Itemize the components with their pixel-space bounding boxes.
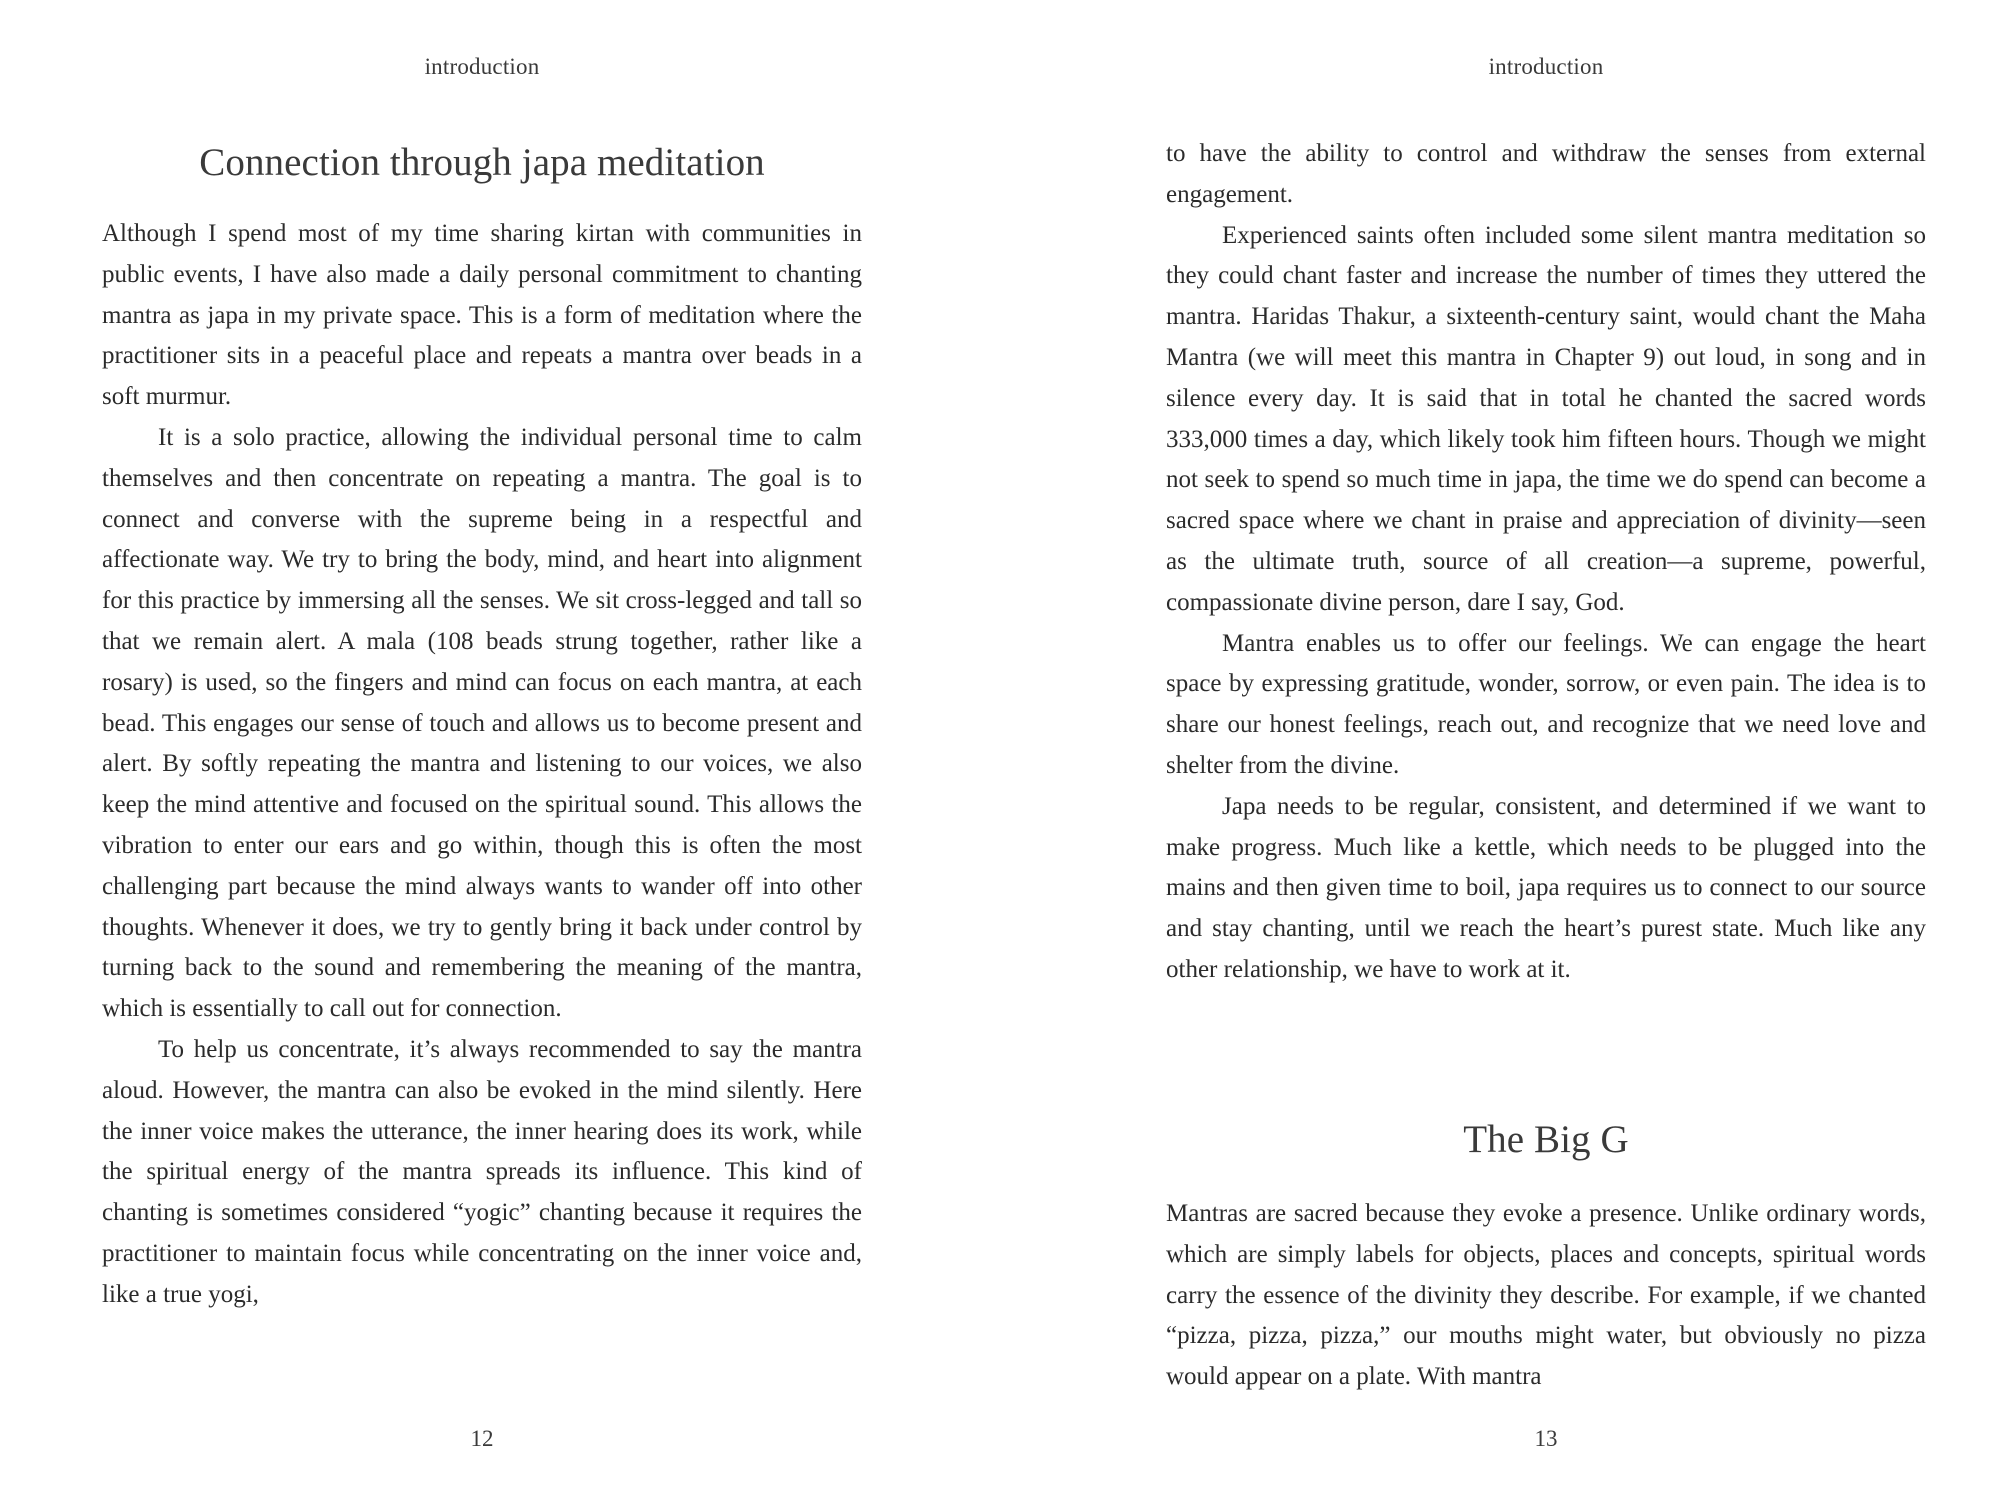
right-page [1166, 0, 1926, 1500]
page-number: 13 [1534, 1426, 1558, 1451]
section-heading: Connection through japa meditation [199, 141, 765, 184]
running-head: introduction [1488, 54, 1604, 79]
body-text [1166, 134, 1926, 991]
body-text [102, 214, 862, 1316]
running-head: introduction [424, 54, 540, 79]
paragraph: to have the ability to control and withdraw the senses from external engagement. [1166, 140, 1926, 208]
paragraph: Mantra enables us to offer our feelings. We can engage the heart space by expressing gratitude, wonder, sorrow, or even pain. The idea is to share our honest feelings, reach out, and recognize that we need love and shelter from the divine. [1166, 629, 1926, 779]
paragraph: It is a solo practice, allowing the individual personal time to calm themselves and then concentrate on repeating a mantra. The goal is to connect and converse with the supreme being in a respectful and affectionate way. We try to bring the body, mind, and heart into alignment for this practice by immersing all the senses. We sit cross-legged and tall so that we remain alert. A mala (108 beads strung together, rather like a rosary) is used, so the fingers and mind can focus on each mantra, at each bead. This engages our sense of touch and allows us to become present and alert. By softly repeating the mantra and listening to our voices, we also keep the mind attentive and focused on the spiritual sound. This allows the vibration to enter our ears and go within, though this is often the most challenging part because the mind always wants to wander off into other thoughts. Whenever it does, we try to gently bring it back under control by turning back to the sound and remembering the meaning of the mantra, which is essentially to call out for connection. [102, 423, 862, 1023]
paragraph: Experienced saints often included some silent mantra meditation so they could chant faster and increase the number of times they uttered the mantra. Haridas Thakur, a sixteenth-century saint, would chant the Maha Mantra (we will meet this mantra in Chapter 9) out loud, in song and in silence every day. It is said that in total he chanted the sacred words 333,000 times a day, which likely took him fifteen hours. Though we might not seek to spend so much time in japa, the time we do spend can become a sacred space where we chant in praise and appreciation of divinity—seen as the ultimate truth, source of all creation—a supreme, powerful, compassionate divine person, dare I say, God. [1166, 221, 1926, 616]
paragraph: Mantras are sacred because they evoke a presence. Unlike ordinary words, which are simply labels for objects, places and concepts, spiritual words carry the essence of the divinity they describe. For example, if we chanted “pizza, pizza, pizza,” our mouths might water, but obviously no pizza would appear on a plate. With mantra [1166, 1200, 1926, 1391]
section-heading: The Big G [1463, 1118, 1629, 1161]
left-page [102, 0, 862, 1500]
body-text [1166, 1194, 1926, 1398]
page-number: 12 [470, 1426, 494, 1451]
paragraph: To help us concentrate, it’s always recommended to say the mantra aloud. However, the mantra can also be evoked in the mind silently. Here the inner voice makes the utterance, the inner hearing does its work, while the spiritual energy of the mantra spreads its influence. This kind of chanting is sometimes considered “yogic” chanting because it requires the practitioner to maintain focus while concentrating on the inner voice and, like a true yogi, [102, 1035, 862, 1308]
paragraph: Japa needs to be regular, consistent, and determined if we want to make progress. Much like a kettle, which needs to be plugged into the mains and then given time to boil, japa requires us to connect to our source and stay chanting, until we reach the heart’s purest state. Much like any other relationship, we have to work at it. [1166, 792, 1926, 983]
paragraph: Although I spend most of my time sharing kirtan with communities in public events, I have also made a daily personal commitment to chanting mantra as japa in my private space. This is a form of meditation where the practitioner sits in a peaceful place and repeats a mantra over beads in a soft murmur. [102, 220, 862, 411]
